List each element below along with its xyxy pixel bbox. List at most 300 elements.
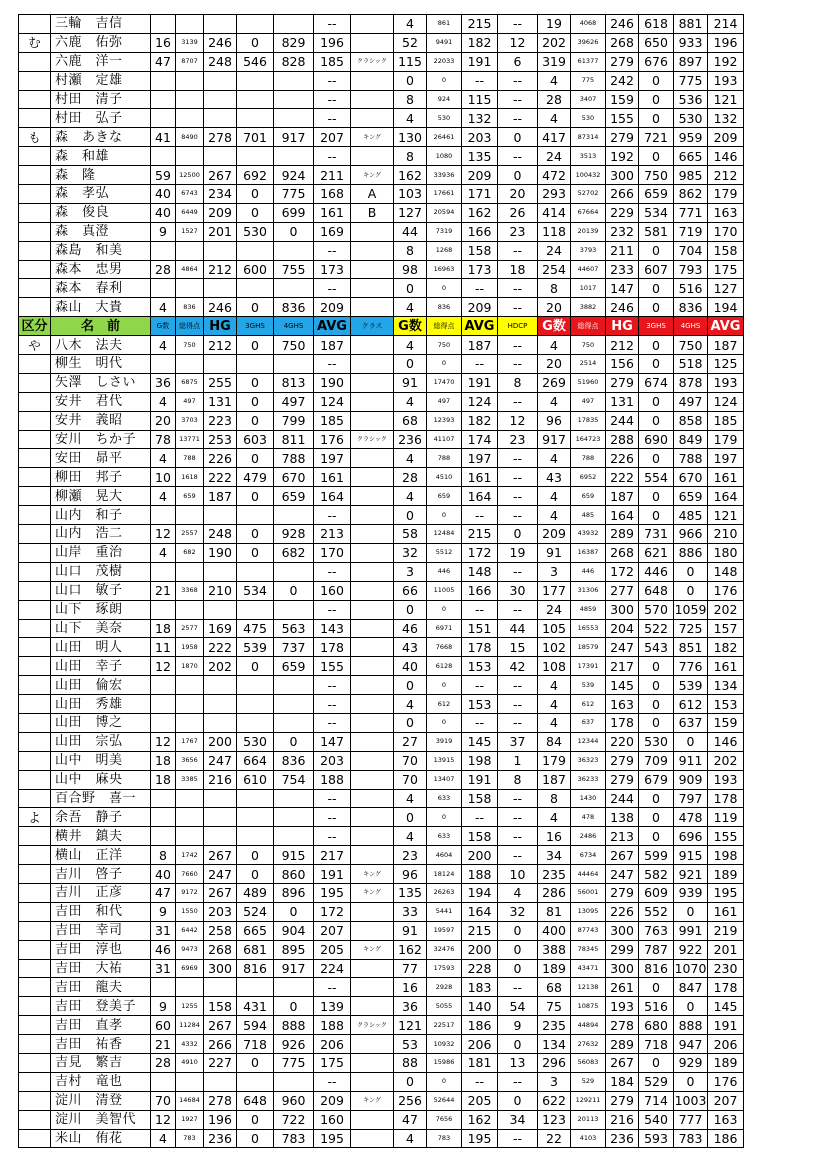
g-count-2-cell: 4 bbox=[394, 1129, 427, 1148]
three-game-hs-cell bbox=[237, 241, 274, 260]
average-cell: -- bbox=[314, 90, 351, 109]
total-score-cell: 8707 bbox=[176, 52, 204, 71]
total-score-3-cell: 36233 bbox=[571, 770, 606, 789]
total-score-2-cell: 0 bbox=[427, 506, 462, 525]
four-game-hs-cell: 860 bbox=[274, 865, 314, 884]
table-row bbox=[19, 279, 744, 298]
g-count-cell: 41 bbox=[151, 128, 176, 147]
total-score-cell bbox=[176, 71, 204, 90]
three-game-hs-3-cell: 816 bbox=[639, 959, 674, 978]
four-game-hs-cell: 0 bbox=[274, 581, 314, 600]
g-count-2-cell: 32 bbox=[394, 543, 427, 562]
total-score-3-cell: 44464 bbox=[571, 865, 606, 884]
class-cell bbox=[351, 298, 394, 317]
g-count-3-cell: 75 bbox=[538, 997, 571, 1016]
three-game-hs-cell: 489 bbox=[237, 883, 274, 902]
handicap-cell: 19 bbox=[498, 543, 538, 562]
table-row bbox=[19, 336, 744, 355]
player-name-cell: 森山 大貴 bbox=[51, 298, 151, 317]
table-row bbox=[19, 562, 744, 581]
table-row bbox=[19, 241, 744, 260]
three-game-hs-cell: 431 bbox=[237, 997, 274, 1016]
total-score-cell bbox=[176, 355, 204, 374]
class-cell bbox=[351, 90, 394, 109]
player-name-cell: 山中 麻央 bbox=[51, 770, 151, 789]
total-score-3-cell: 497 bbox=[571, 392, 606, 411]
total-score-3-cell: 43471 bbox=[571, 959, 606, 978]
g-count-cell bbox=[151, 147, 176, 166]
average-cell: 207 bbox=[314, 921, 351, 940]
high-game-3-cell: 289 bbox=[606, 1035, 639, 1054]
total-score-3-header: 総得点 bbox=[571, 317, 606, 336]
table-row bbox=[19, 732, 744, 751]
average-2-cell: 181 bbox=[462, 1053, 498, 1072]
average-cell: 173 bbox=[314, 260, 351, 279]
four-game-hs-cell bbox=[274, 147, 314, 166]
g-count-2-cell: 27 bbox=[394, 732, 427, 751]
handicap-cell: 12 bbox=[498, 33, 538, 52]
four-game-hs-cell: 895 bbox=[274, 940, 314, 959]
average-2-cell: 198 bbox=[462, 751, 498, 770]
total-score-3-cell: 44607 bbox=[571, 260, 606, 279]
g-count-3-cell: 4 bbox=[538, 695, 571, 714]
four-game-hs-3-cell: 849 bbox=[674, 430, 708, 449]
total-score-2-cell: 33936 bbox=[427, 166, 462, 185]
player-name-cell: 山田 幸子 bbox=[51, 657, 151, 676]
three-game-hs-cell: 0 bbox=[237, 865, 274, 884]
high-game-cell: 201 bbox=[204, 222, 237, 241]
four-game-hs-3-cell: 530 bbox=[674, 109, 708, 128]
total-score-2-cell: 0 bbox=[427, 1072, 462, 1091]
g-count-2-cell: 4 bbox=[394, 827, 427, 846]
three-game-hs-3-cell: 554 bbox=[639, 468, 674, 487]
class-cell bbox=[351, 33, 394, 52]
table-row bbox=[19, 676, 744, 695]
high-game-cell: 267 bbox=[204, 846, 237, 865]
three-game-hs-3-cell: 581 bbox=[639, 222, 674, 241]
handicap-cell: 0 bbox=[498, 921, 538, 940]
total-score-cell: 4332 bbox=[176, 1035, 204, 1054]
class-cell: B bbox=[351, 203, 394, 222]
average-cell: -- bbox=[314, 355, 351, 374]
kana-group-cell bbox=[19, 260, 51, 279]
high-game-cell: 267 bbox=[204, 166, 237, 185]
player-name-cell: 安井 君代 bbox=[51, 392, 151, 411]
kana-group-cell bbox=[19, 1016, 51, 1035]
handicap-cell: 0 bbox=[498, 1035, 538, 1054]
average-3-cell: 148 bbox=[708, 562, 744, 581]
three-game-hs-cell bbox=[237, 562, 274, 581]
average-3-cell: 230 bbox=[708, 959, 744, 978]
player-name-cell: 森島 和美 bbox=[51, 241, 151, 260]
total-score-cell: 3139 bbox=[176, 33, 204, 52]
g-count-2-cell: 0 bbox=[394, 506, 427, 525]
handicap-cell: -- bbox=[498, 676, 538, 695]
three-game-hs-cell: 0 bbox=[237, 487, 274, 506]
three-game-hs-cell: 475 bbox=[237, 619, 274, 638]
average-3-cell: 161 bbox=[708, 902, 744, 921]
total-score-cell: 3368 bbox=[176, 581, 204, 600]
four-game-hs-3-cell: 518 bbox=[674, 355, 708, 374]
three-game-hs-cell: 524 bbox=[237, 902, 274, 921]
average-2-cell: 135 bbox=[462, 147, 498, 166]
player-name-cell: 淀川 美智代 bbox=[51, 1110, 151, 1129]
three-game-hs-3-cell: 750 bbox=[639, 166, 674, 185]
average-cell: -- bbox=[314, 1072, 351, 1091]
average-cell: 161 bbox=[314, 468, 351, 487]
handicap-cell: -- bbox=[498, 298, 538, 317]
average-2-cell: 215 bbox=[462, 921, 498, 940]
g-count-3-cell: 96 bbox=[538, 411, 571, 430]
g-count-cell: 9 bbox=[151, 222, 176, 241]
kana-group-cell: よ bbox=[19, 808, 51, 827]
total-score-3-cell: 129211 bbox=[571, 1091, 606, 1110]
four-game-hs-cell: 799 bbox=[274, 411, 314, 430]
g-count-2-cell: 4 bbox=[394, 449, 427, 468]
table-row bbox=[19, 15, 744, 34]
g-count-2-cell: 4 bbox=[394, 487, 427, 506]
three-game-hs-3-cell: 552 bbox=[639, 902, 674, 921]
four-game-hs-3-cell: 897 bbox=[674, 52, 708, 71]
high-game-cell: 247 bbox=[204, 865, 237, 884]
total-score-cell: 1527 bbox=[176, 222, 204, 241]
three-game-hs-3-cell: 714 bbox=[639, 1091, 674, 1110]
total-score-cell bbox=[176, 279, 204, 298]
total-score-2-cell: 4510 bbox=[427, 468, 462, 487]
four-game-hs-3-cell: 929 bbox=[674, 1053, 708, 1072]
average-2-header: AVG bbox=[462, 317, 498, 336]
average-2-cell: -- bbox=[462, 355, 498, 374]
four-game-hs-cell bbox=[274, 90, 314, 109]
g-count-3-cell: 417 bbox=[538, 128, 571, 147]
g-count-2-cell: 115 bbox=[394, 52, 427, 71]
g-count-cell: 4 bbox=[151, 392, 176, 411]
table-row bbox=[19, 355, 744, 374]
high-game-header: HG bbox=[204, 317, 237, 336]
three-game-hs-cell bbox=[237, 676, 274, 695]
kana-group-cell bbox=[19, 657, 51, 676]
total-score-cell: 4910 bbox=[176, 1053, 204, 1072]
high-game-cell bbox=[204, 147, 237, 166]
table-row bbox=[19, 1110, 744, 1129]
g-count-2-cell: 0 bbox=[394, 713, 427, 732]
four-game-hs-cell: 917 bbox=[274, 959, 314, 978]
high-game-3-cell: 226 bbox=[606, 449, 639, 468]
average-2-cell: 145 bbox=[462, 732, 498, 751]
table-row bbox=[19, 468, 744, 487]
total-score-2-cell: 788 bbox=[427, 449, 462, 468]
high-game-cell bbox=[204, 1072, 237, 1091]
high-game-cell bbox=[204, 241, 237, 260]
high-game-cell: 169 bbox=[204, 619, 237, 638]
g-count-2-cell: 98 bbox=[394, 260, 427, 279]
g-count-cell: 46 bbox=[151, 940, 176, 959]
three-game-hs-3-cell: 650 bbox=[639, 33, 674, 52]
high-game-cell bbox=[204, 713, 237, 732]
three-game-hs-cell bbox=[237, 827, 274, 846]
three-game-hs-3-cell: 0 bbox=[639, 789, 674, 808]
average-cell: 185 bbox=[314, 411, 351, 430]
four-game-hs-3-cell: 836 bbox=[674, 298, 708, 317]
g-count-cell: 47 bbox=[151, 883, 176, 902]
four-game-hs-3-cell: 862 bbox=[674, 185, 708, 204]
total-score-header: 総得点 bbox=[176, 317, 204, 336]
average-cell: 170 bbox=[314, 543, 351, 562]
three-game-hs-3-cell: 0 bbox=[639, 336, 674, 355]
four-game-hs-cell: 924 bbox=[274, 166, 314, 185]
table-row bbox=[19, 713, 744, 732]
four-game-hs-header: 4GHS bbox=[274, 317, 314, 336]
high-game-cell: 222 bbox=[204, 638, 237, 657]
three-game-hs-3-cell: 709 bbox=[639, 751, 674, 770]
high-game-cell: 209 bbox=[204, 203, 237, 222]
total-score-3-cell: 87314 bbox=[571, 128, 606, 147]
total-score-3-cell: 67664 bbox=[571, 203, 606, 222]
three-game-hs-3-cell: 599 bbox=[639, 846, 674, 865]
three-game-hs-cell bbox=[237, 279, 274, 298]
average-3-cell: 197 bbox=[708, 449, 744, 468]
class-cell bbox=[351, 392, 394, 411]
table-row bbox=[19, 411, 744, 430]
average-2-cell: 191 bbox=[462, 770, 498, 789]
average-cell: -- bbox=[314, 695, 351, 714]
kana-group-cell: や bbox=[19, 336, 51, 355]
four-game-hs-3-cell: 933 bbox=[674, 33, 708, 52]
kana-group-cell bbox=[19, 241, 51, 260]
total-score-3-cell: 56083 bbox=[571, 1053, 606, 1072]
four-game-hs-cell: 754 bbox=[274, 770, 314, 789]
class-cell bbox=[351, 581, 394, 600]
g-count-3-cell: 91 bbox=[538, 543, 571, 562]
high-game-3-cell: 147 bbox=[606, 279, 639, 298]
kana-group-cell bbox=[19, 147, 51, 166]
handicap-cell: 54 bbox=[498, 997, 538, 1016]
kana-group-cell bbox=[19, 619, 51, 638]
g-count-2-cell: 47 bbox=[394, 1110, 427, 1129]
g-count-cell bbox=[151, 90, 176, 109]
high-game-3-cell: 300 bbox=[606, 166, 639, 185]
total-score-cell bbox=[176, 789, 204, 808]
total-score-3-cell: 44894 bbox=[571, 1016, 606, 1035]
handicap-cell: 26 bbox=[498, 203, 538, 222]
g-count-2-cell: 8 bbox=[394, 241, 427, 260]
high-game-3-cell: 164 bbox=[606, 506, 639, 525]
high-game-cell: 246 bbox=[204, 33, 237, 52]
average-2-cell: 115 bbox=[462, 90, 498, 109]
four-game-hs-3-cell: 911 bbox=[674, 751, 708, 770]
average-2-cell: 172 bbox=[462, 543, 498, 562]
name-header: 名 前 bbox=[51, 317, 151, 336]
total-score-3-cell: 61377 bbox=[571, 52, 606, 71]
four-game-hs-3-cell: 536 bbox=[674, 90, 708, 109]
player-name-cell: 山口 敏子 bbox=[51, 581, 151, 600]
total-score-2-cell: 9491 bbox=[427, 33, 462, 52]
high-game-cell bbox=[204, 90, 237, 109]
kana-group-cell bbox=[19, 222, 51, 241]
high-game-3-cell: 187 bbox=[606, 487, 639, 506]
average-2-cell: -- bbox=[462, 506, 498, 525]
handicap-cell: 8 bbox=[498, 770, 538, 789]
table-row bbox=[19, 581, 744, 600]
average-cell: 224 bbox=[314, 959, 351, 978]
high-game-3-cell: 244 bbox=[606, 411, 639, 430]
four-game-hs-cell: 888 bbox=[274, 1016, 314, 1035]
high-game-cell: 253 bbox=[204, 430, 237, 449]
kana-group-cell bbox=[19, 562, 51, 581]
g-count-3-cell: 4 bbox=[538, 676, 571, 695]
class-cell bbox=[351, 1053, 394, 1072]
g-count-cell: 8 bbox=[151, 846, 176, 865]
three-game-hs-cell: 539 bbox=[237, 638, 274, 657]
class-cell bbox=[351, 109, 394, 128]
total-score-3-cell: 20113 bbox=[571, 1110, 606, 1129]
g-count-3-cell: 4 bbox=[538, 487, 571, 506]
table-row bbox=[19, 128, 744, 147]
total-score-2-cell: 10932 bbox=[427, 1035, 462, 1054]
four-game-hs-cell: 960 bbox=[274, 1091, 314, 1110]
average-3-cell: 193 bbox=[708, 770, 744, 789]
class-cell bbox=[351, 732, 394, 751]
three-game-hs-cell: 594 bbox=[237, 1016, 274, 1035]
total-score-cell: 3703 bbox=[176, 411, 204, 430]
three-game-hs-3-cell: 679 bbox=[639, 770, 674, 789]
average-cell: -- bbox=[314, 147, 351, 166]
kana-group-cell bbox=[19, 751, 51, 770]
three-game-hs-cell: 0 bbox=[237, 1053, 274, 1072]
average-2-cell: 158 bbox=[462, 827, 498, 846]
total-score-3-cell: 43932 bbox=[571, 525, 606, 544]
player-name-cell: 山内 浩二 bbox=[51, 525, 151, 544]
three-game-hs-3-cell: 721 bbox=[639, 128, 674, 147]
three-game-hs-3-cell: 731 bbox=[639, 525, 674, 544]
handicap-cell: 8 bbox=[498, 373, 538, 392]
average-cell: 176 bbox=[314, 430, 351, 449]
four-game-hs-cell: 896 bbox=[274, 883, 314, 902]
player-name-cell: 吉村 竜也 bbox=[51, 1072, 151, 1091]
total-score-cell bbox=[176, 808, 204, 827]
total-score-2-cell: 15986 bbox=[427, 1053, 462, 1072]
class-cell bbox=[351, 222, 394, 241]
high-game-cell bbox=[204, 71, 237, 90]
kana-group-cell bbox=[19, 506, 51, 525]
g-count-3-cell: 24 bbox=[538, 241, 571, 260]
total-score-3-cell: 3882 bbox=[571, 298, 606, 317]
total-score-2-cell: 12393 bbox=[427, 411, 462, 430]
g-count-3-header: G数 bbox=[538, 317, 571, 336]
total-score-2-cell: 0 bbox=[427, 713, 462, 732]
average-3-cell: 155 bbox=[708, 827, 744, 846]
class-cell bbox=[351, 543, 394, 562]
total-score-2-cell: 20594 bbox=[427, 203, 462, 222]
handicap-cell: -- bbox=[498, 90, 538, 109]
high-game-3-cell: 247 bbox=[606, 638, 639, 657]
player-name-cell: 山田 秀雄 bbox=[51, 695, 151, 714]
g-count-cell bbox=[151, 241, 176, 260]
class-cell bbox=[351, 921, 394, 940]
total-score-2-cell: 659 bbox=[427, 487, 462, 506]
g-count-cell: 4 bbox=[151, 1129, 176, 1148]
average-3-cell: 180 bbox=[708, 543, 744, 562]
table-row bbox=[19, 430, 744, 449]
total-score-3-cell: 87743 bbox=[571, 921, 606, 940]
average-3-cell: 146 bbox=[708, 147, 744, 166]
three-game-hs-3-cell: 522 bbox=[639, 619, 674, 638]
average-3-cell: 179 bbox=[708, 430, 744, 449]
high-game-3-cell: 261 bbox=[606, 978, 639, 997]
player-name-cell: 安川 ちか子 bbox=[51, 430, 151, 449]
average-3-cell: 202 bbox=[708, 751, 744, 770]
handicap-cell: 0 bbox=[498, 959, 538, 978]
high-game-cell: 247 bbox=[204, 751, 237, 770]
average-3-cell: 176 bbox=[708, 1072, 744, 1091]
class-cell: クラシック bbox=[351, 52, 394, 71]
handicap-cell: 0 bbox=[498, 1091, 538, 1110]
total-score-cell: 4864 bbox=[176, 260, 204, 279]
four-game-hs-3-cell: 858 bbox=[674, 411, 708, 430]
g-count-cell bbox=[151, 15, 176, 34]
average-3-cell: 121 bbox=[708, 90, 744, 109]
table-row bbox=[19, 52, 744, 71]
average-cell: -- bbox=[314, 600, 351, 619]
three-game-hs-3-cell: 618 bbox=[639, 15, 674, 34]
three-game-hs-3-cell: 570 bbox=[639, 600, 674, 619]
total-score-3-cell: 56001 bbox=[571, 883, 606, 902]
total-score-cell bbox=[176, 562, 204, 581]
average-cell: 178 bbox=[314, 638, 351, 657]
kana-group-cell bbox=[19, 600, 51, 619]
high-game-cell: 300 bbox=[204, 959, 237, 978]
total-score-3-cell: 39626 bbox=[571, 33, 606, 52]
table-row bbox=[19, 940, 744, 959]
average-2-cell: 188 bbox=[462, 865, 498, 884]
average-cell: 203 bbox=[314, 751, 351, 770]
four-game-hs-3-cell: 665 bbox=[674, 147, 708, 166]
table-row bbox=[19, 978, 744, 997]
four-game-hs-cell: 783 bbox=[274, 1129, 314, 1148]
total-score-2-cell: 32476 bbox=[427, 940, 462, 959]
high-game-3-cell: 246 bbox=[606, 15, 639, 34]
total-score-2-cell: 633 bbox=[427, 789, 462, 808]
high-game-cell bbox=[204, 15, 237, 34]
table-row bbox=[19, 203, 744, 222]
average-3-cell: 176 bbox=[708, 581, 744, 600]
class-cell bbox=[351, 997, 394, 1016]
total-score-2-cell: 0 bbox=[427, 355, 462, 374]
average-2-cell: 153 bbox=[462, 657, 498, 676]
four-game-hs-cell: 0 bbox=[274, 222, 314, 241]
kubun-header: 区分 bbox=[19, 317, 51, 336]
three-game-hs-cell bbox=[237, 600, 274, 619]
g-count-cell: 10 bbox=[151, 468, 176, 487]
three-game-hs-3-cell: 0 bbox=[639, 506, 674, 525]
average-cell: 143 bbox=[314, 619, 351, 638]
handicap-cell: -- bbox=[498, 808, 538, 827]
four-game-hs-cell bbox=[274, 808, 314, 827]
g-count-3-cell: 8 bbox=[538, 279, 571, 298]
four-game-hs-cell bbox=[274, 695, 314, 714]
high-game-3-cell: 266 bbox=[606, 185, 639, 204]
average-3-cell: 193 bbox=[708, 373, 744, 392]
average-3-cell: 179 bbox=[708, 185, 744, 204]
total-score-cell bbox=[176, 109, 204, 128]
four-game-hs-3-cell: 886 bbox=[674, 543, 708, 562]
g-count-3-cell: 3 bbox=[538, 1072, 571, 1091]
total-score-cell: 2557 bbox=[176, 525, 204, 544]
g-count-3-cell: 4 bbox=[538, 449, 571, 468]
average-3-cell: 191 bbox=[708, 1016, 744, 1035]
total-score-cell: 6969 bbox=[176, 959, 204, 978]
average-cell: 175 bbox=[314, 1053, 351, 1072]
